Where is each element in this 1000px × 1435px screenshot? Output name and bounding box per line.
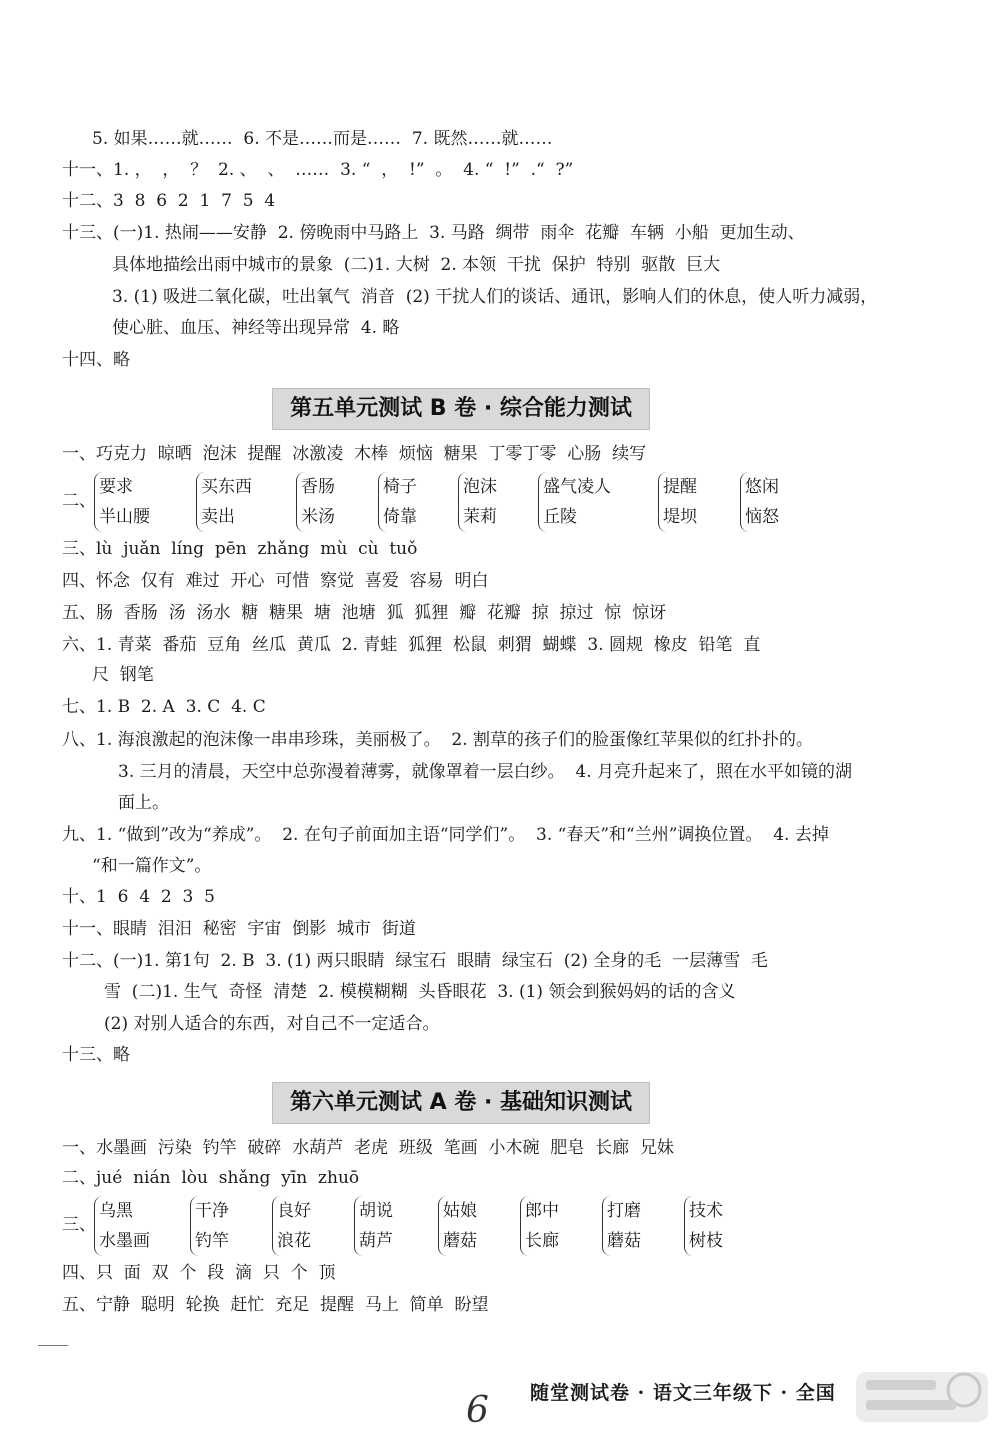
question-number: 二、 <box>62 491 96 511</box>
answer-line: 五、宁静 聪明 轮换 赶忙 充足 提醒 马上 简单 盼望 <box>62 1295 489 1315</box>
word-pair: 悠闲 恼怒 <box>740 472 779 532</box>
page-number: 6 <box>466 1390 489 1431</box>
answer-line: 具体地描绘出雨中城市的景象 (二)1. 大树 2. 本领 干扰 保护 特别 驱散 巨大 <box>112 255 721 275</box>
word-pair: 干净 钓竿 <box>190 1196 229 1256</box>
answer-line: 十三、略 <box>62 1045 130 1065</box>
answer-line: 八、1. 海浪激起的泡沫像一串串珍珠，美丽极了。 2. 割草的孩子们的脸蛋像红苹果似的红扑扑的。 <box>62 730 814 750</box>
answer-line: 九、1. “做到”改为“养成”。 2. 在句子前面加主语“同学们”。 3. “春天”和“兰州”调换位置。 4. 去掉 <box>62 825 829 845</box>
word-pair: 打磨 蘑菇 <box>602 1196 641 1256</box>
word-pair: 提醒 堤坝 <box>658 472 697 532</box>
answer-line: 十三、(一)1. 热闹——安静 2. 傍晚雨中马路上 3. 马路 绸带 雨伞 花瓣 车辆 小船 更加生动、 <box>62 223 805 243</box>
answer-line: 十四、略 <box>62 350 130 370</box>
answer-line: 5. 如果……就…… 6. 不是……而是…… 7. 既然……就…… <box>92 129 553 149</box>
answer-line: 七、1. B 2. A 3. C 4. C <box>62 697 266 717</box>
answer-line: 六、1. 青菜 番茄 豆角 丝瓜 黄瓜 2. 青蛙 狐狸 松鼠 刺猬 蝴蝶 3. 圆规 橡皮 铅笔 直 <box>62 635 761 655</box>
section-title-unit6-a: 第六单元测试 A 卷 · 基础知识测试 <box>272 1082 650 1124</box>
answer-line: 二、jué nián lòu shǎng yīn zhuō <box>62 1168 360 1188</box>
answer-line: 尺 钢笔 <box>92 665 154 685</box>
footer-divider <box>38 1345 68 1346</box>
answer-line: 3. (1) 吸进二氧化碳，吐出氧气 消音 (2) 干扰人们的谈话、通讯，影响人们的休息，使人听力减弱， <box>112 287 878 307</box>
answer-line: 使心脏、血压、神经等出现异常 4. 略 <box>112 318 400 338</box>
answer-line: “和一篇作文”。 <box>92 856 212 876</box>
section-title-unit5-b: 第五单元测试 B 卷 · 综合能力测试 <box>272 388 650 430</box>
answer-line: 雪 (二)1. 生气 奇怪 清楚 2. 模模糊糊 头昏眼花 3. (1) 领会到猴妈妈的话的含义 <box>104 982 736 1002</box>
question-number: 三、 <box>62 1215 96 1235</box>
word-pair: 姑娘 蘑菇 <box>438 1196 477 1256</box>
word-pair: 椅子 倚靠 <box>378 472 417 532</box>
answer-line: 四、怀念 仅有 难过 开心 可惜 察觉 喜爱 容易 明白 <box>62 571 489 591</box>
word-pair: 技术 树枝 <box>684 1196 723 1256</box>
word-pair: 盛气凌人 丘陵 <box>538 472 611 532</box>
word-pair: 香肠 米汤 <box>296 472 335 532</box>
word-pair: 郎中 长廊 <box>520 1196 559 1256</box>
answer-line: 十一、1. ， ， ？ 2. 、 、 …… 3. “ ， !” 。 4. “ !” .“ ?” <box>62 160 574 180</box>
answer-line: 十、1 6 4 2 3 5 <box>62 887 215 907</box>
answer-line: 三、lù juǎn líng pēn zhǎng mù cù tuǒ <box>62 539 418 559</box>
answer-line: 五、肠 香肠 汤 汤水 糖 糖果 塘 池塘 狐 狐狸 瓣 花瓣 掠 掠过 惊 惊讶 <box>62 603 667 623</box>
word-pair: 泡沫 茉莉 <box>458 472 497 532</box>
answer-line: 一、巧克力 晾晒 泡沫 提醒 冰激凌 木棒 烦恼 糖果 丁零丁零 心肠 续写 <box>62 444 647 464</box>
word-pair: 胡说 葫芦 <box>354 1196 393 1256</box>
answer-line: 十二、(一)1. 第1句 2. B 3. (1) 两只眼睛 绿宝石 眼睛 绿宝石 (2) 全身的毛 一层薄雪 毛 <box>62 951 768 971</box>
answer-line: 四、只 面 双 个 段 滴 只 个 顶 <box>62 1263 336 1283</box>
watermark-logo-icon <box>852 1366 992 1428</box>
word-pair: 买东西 卖出 <box>196 472 252 532</box>
word-pair: 要求 半山腰 <box>94 472 150 532</box>
answer-line: 3. 三月的清晨，天空中总弥漫着薄雾，就像罩着一层白纱。 4. 月亮升起来了，照在水平如镜的湖 <box>118 762 853 782</box>
answer-line: 一、水墨画 污染 钓竿 破碎 水葫芦 老虎 班级 笔画 小木碗 肥皂 长廊 兄妹 <box>62 1138 674 1158</box>
answer-line: 十二、3 8 6 2 1 7 5 4 <box>62 191 276 211</box>
answer-line: 面上。 <box>118 793 169 813</box>
word-pair: 乌黑 水墨画 <box>94 1196 150 1256</box>
answer-line: (2) 对别人适合的东西，对自己不一定适合。 <box>104 1014 440 1034</box>
footer-title: 随堂测试卷 · 语文三年级下 · 全国 <box>530 1382 836 1404</box>
word-pair: 良好 浪花 <box>272 1196 311 1256</box>
answer-line: 十一、眼睛 泪汨 秘密 宇宙 倒影 城市 街道 <box>62 919 416 939</box>
